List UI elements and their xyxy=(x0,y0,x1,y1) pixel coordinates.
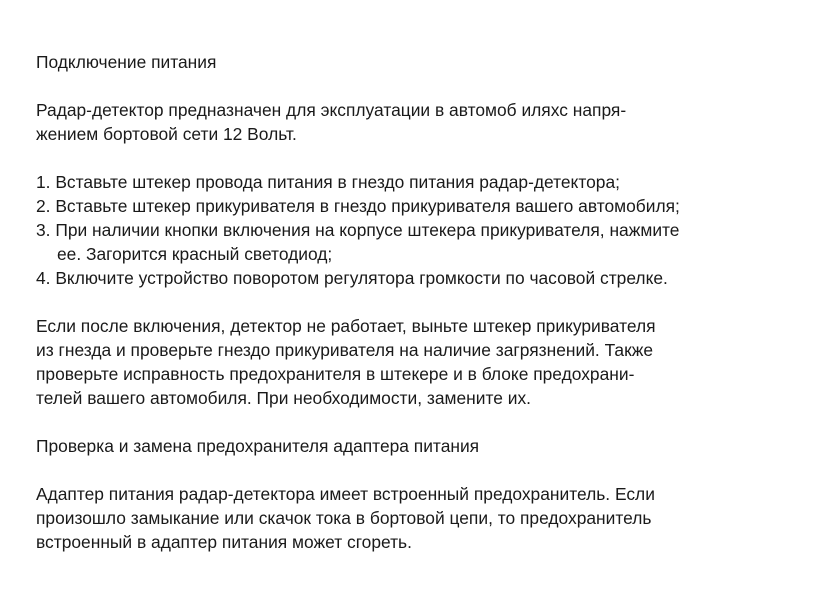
heading-text: Проверка и замена предохранителя адаптера питания xyxy=(36,436,480,456)
list-item-continuation: ее. Загорится красный светодиод; xyxy=(57,244,333,264)
section-heading-fuse xyxy=(36,434,479,458)
text-line: жением бортовой сети 12 Вольт. xyxy=(36,124,297,144)
text-line: Если после включения, детектор не работает, выньте штекер прикуривателя xyxy=(36,316,656,336)
list-item: 3. При наличии кнопки включения на корпусе штекера прикуривателя, нажмите xyxy=(36,220,680,240)
text-line: из гнезда и проверьте гнездо прикуривателя на наличие загрязнений. Также xyxy=(36,340,654,360)
fuse-paragraph xyxy=(36,482,655,554)
steps-list xyxy=(36,170,680,290)
troubleshoot-paragraph xyxy=(36,314,656,410)
text-line: встроенный в адаптер питания может сгореть. xyxy=(36,532,412,552)
text-line: Радар-детектор предназначен для эксплуатации в автомоб иляхс напря- xyxy=(36,100,627,120)
section-heading-power xyxy=(36,50,216,74)
text-line: телей вашего автомобиля. При необходимости, замените их. xyxy=(36,388,532,408)
list-item: 2. Вставьте штекер прикуривателя в гнездо прикуривателя вашего автомобиля; xyxy=(36,196,680,216)
heading-text: Подключение питания xyxy=(36,52,217,72)
list-item: 1. Вставьте штекер провода питания в гнездо питания радар-детектора; xyxy=(36,172,620,192)
text-line: произошло замыкание или скачок тока в бортовой цепи, то предохранитель xyxy=(36,508,652,528)
text-line: Адаптер питания радар-детектора имеет встроенный предохранитель. Если xyxy=(36,484,655,504)
intro-paragraph xyxy=(36,98,626,146)
text-line: проверьте исправность предохранителя в штекере и в блоке предохрани- xyxy=(36,364,635,384)
list-item: 4. Включите устройство поворотом регулятора громкости по часовой стрелке. xyxy=(36,268,668,288)
